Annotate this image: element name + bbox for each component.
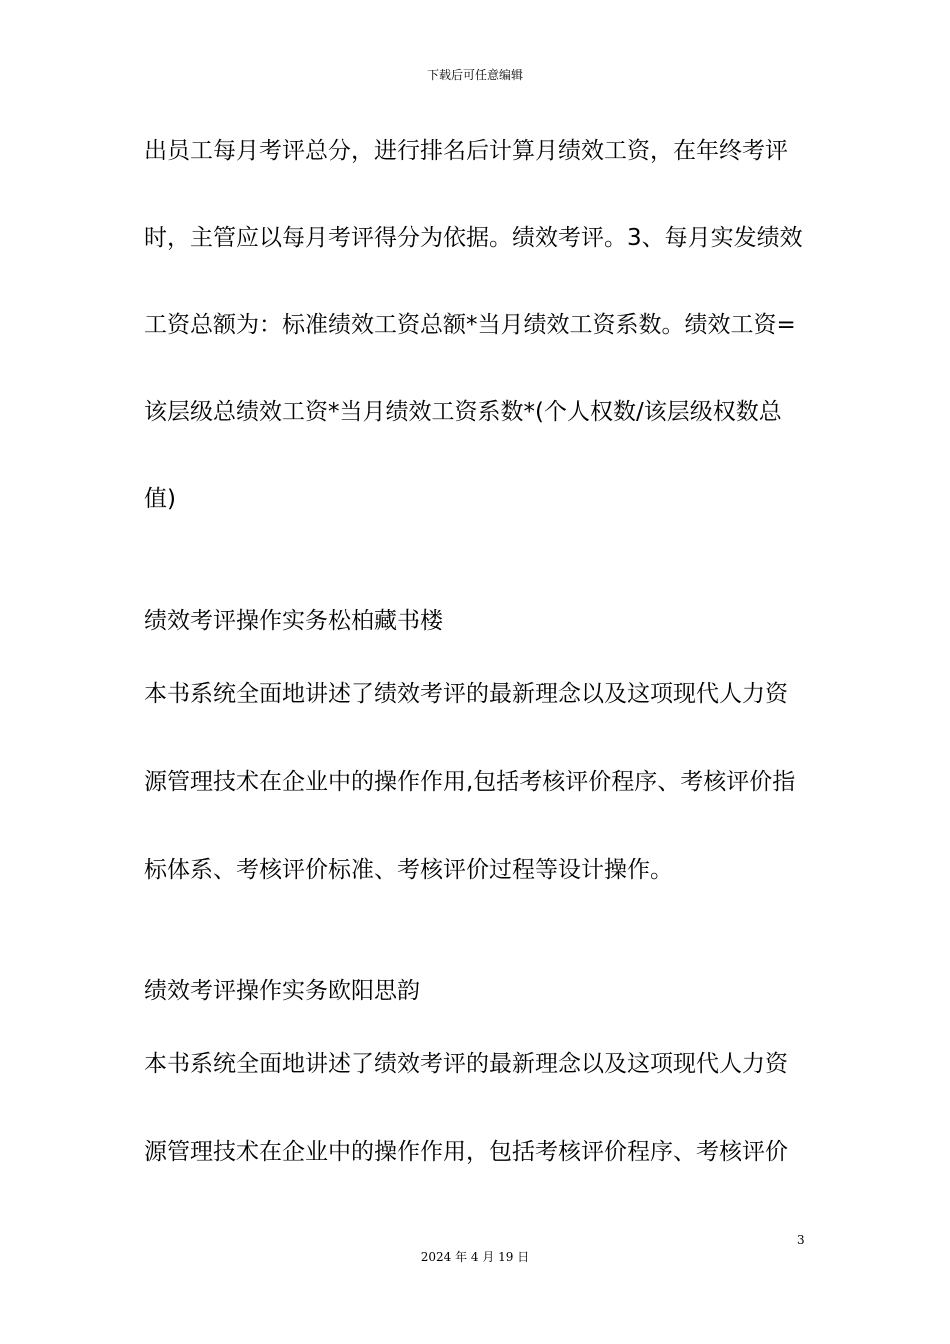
paragraph-line: 源管理技术在企业中的操作作用,包括考核评价程序、考核评价指 bbox=[144, 769, 796, 795]
paragraph-line: 标体系、考核评价标准、考核评价过程等设计操作。 bbox=[144, 857, 673, 883]
paragraph-line: 值) bbox=[144, 486, 176, 512]
paragraph-line: 本书系统全面地讲述了绩效考评的最新理念以及这项现代人力资 bbox=[144, 1051, 788, 1077]
paragraph-line: 该层级总绩效工资*当月绩效工资系数*(个人权数/该层级权数总 bbox=[144, 399, 782, 425]
page-header: 下载后可任意编辑 bbox=[426, 68, 523, 82]
section-title: 绩效考评操作实务欧阳思韵 bbox=[144, 978, 420, 1004]
paragraph-line: 工资总额为：标准绩效工资总额*当月绩效工资系数。绩效工资= bbox=[144, 312, 796, 338]
paragraph-line: 本书系统全面地讲述了绩效考评的最新理念以及这项现代人力资 bbox=[144, 681, 788, 707]
footer-date: 2024 年 4 月 19 日 bbox=[420, 1250, 530, 1264]
section-title: 绩效考评操作实务松柏藏书楼 bbox=[144, 608, 443, 634]
paragraph-line: 时，主管应以每月考评得分为依据。绩效考评。3、每月实发绩效 bbox=[144, 225, 803, 251]
paragraph-line: 出员工每月考评总分，进行排名后计算月绩效工资，在年终考评 bbox=[144, 138, 788, 164]
paragraph-line: 源管理技术在企业中的操作作用，包括考核评价程序、考核评价 bbox=[144, 1139, 788, 1165]
page-number: 3 bbox=[797, 1233, 805, 1247]
